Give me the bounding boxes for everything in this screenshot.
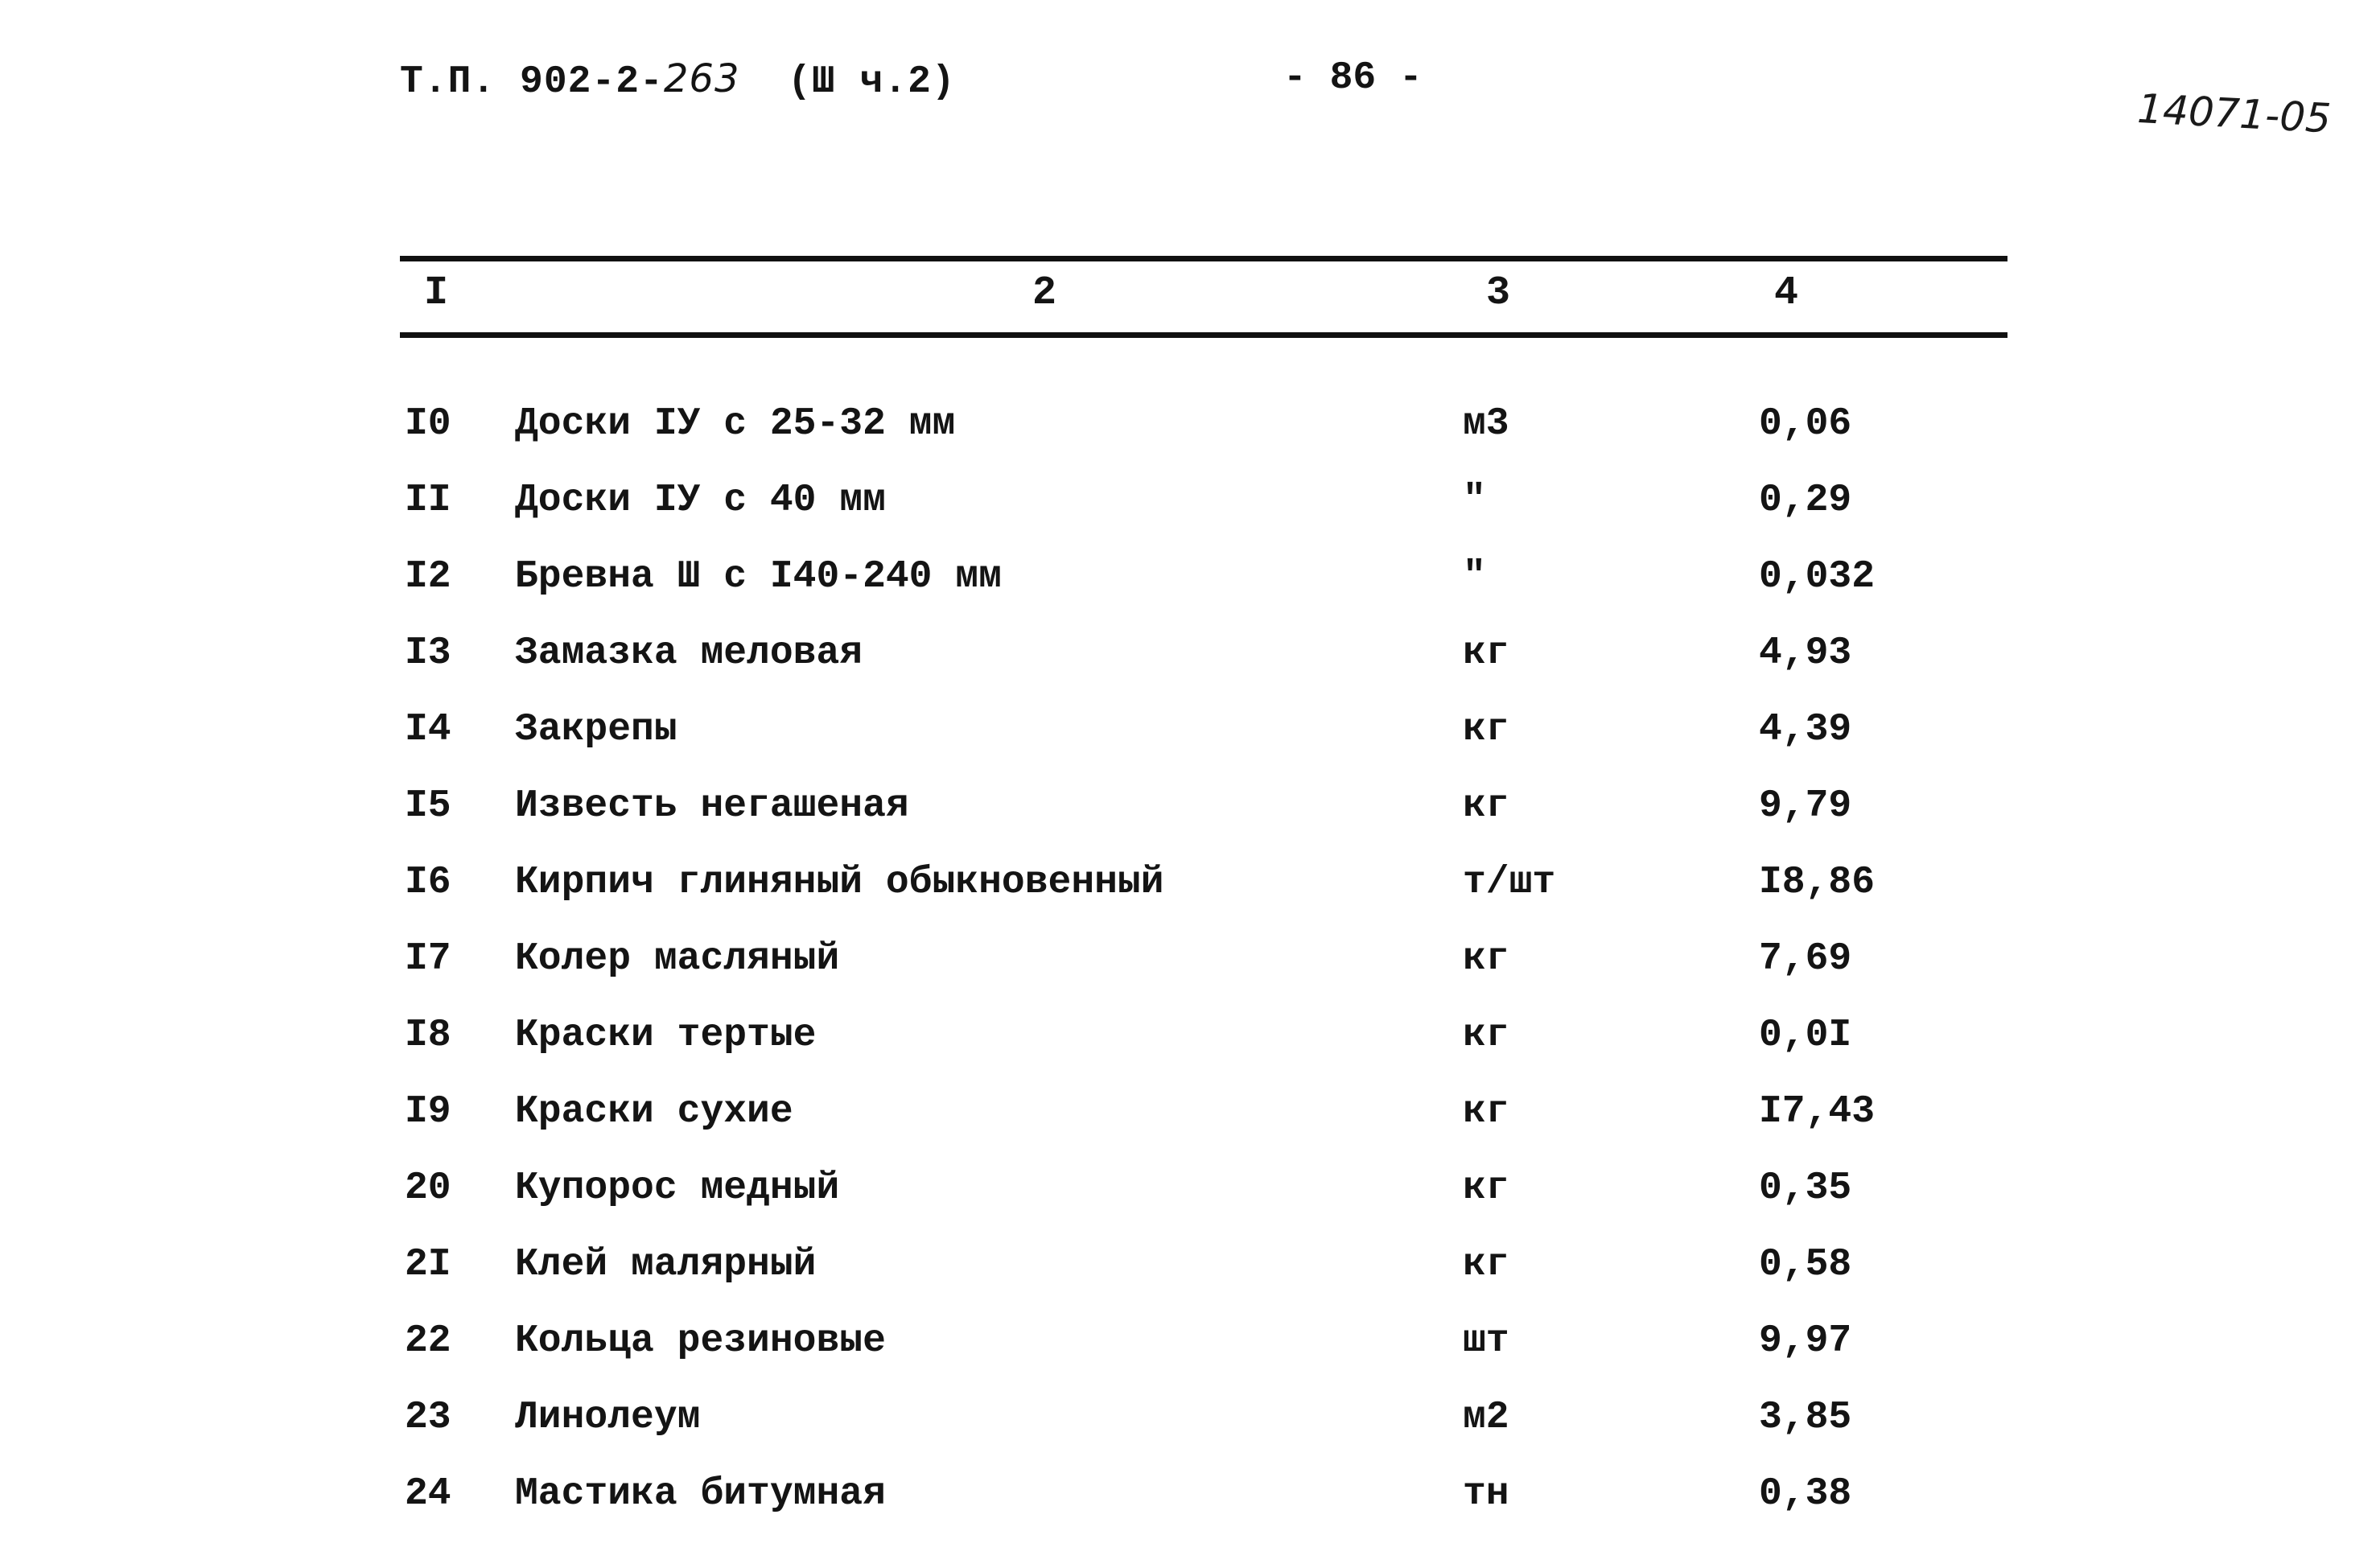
material-name: Известь негашеная: [515, 784, 909, 828]
table-row: [0, 1396, 2376, 1468]
quantity: 0,0I: [1759, 1014, 1852, 1057]
material-name: Замазка меловая: [515, 632, 863, 675]
table-row: [0, 861, 2376, 933]
table-row: [0, 402, 2376, 475]
quantity: 3,85: [1759, 1396, 1852, 1439]
document-code-handwritten: 263: [663, 56, 740, 101]
table-row: [0, 937, 2376, 1010]
unit-of-measure: кг: [1463, 1243, 1509, 1286]
archive-number: 14071-05: [2135, 85, 2333, 142]
quantity: 9,97: [1759, 1319, 1852, 1363]
unit-of-measure: кг: [1463, 937, 1509, 981]
quantity: 4,39: [1759, 708, 1852, 751]
row-number: 20: [405, 1167, 451, 1210]
table-row: [0, 555, 2376, 628]
quantity: 0,29: [1759, 479, 1852, 522]
quantity: 0,58: [1759, 1243, 1852, 1286]
unit-of-measure: ": [1463, 555, 1486, 599]
unit-of-measure: ": [1463, 479, 1486, 522]
material-name: Закрепы: [515, 708, 677, 751]
material-name: Доски IУ с 25-32 мм: [515, 402, 956, 446]
quantity: I8,86: [1759, 861, 1876, 904]
row-number: 22: [405, 1319, 451, 1363]
row-number: 23: [405, 1396, 451, 1439]
material-name: Купорос медный: [515, 1167, 840, 1210]
table-row: [0, 708, 2376, 780]
material-name: Колер масляный: [515, 937, 840, 981]
column-header-2: 2: [1032, 270, 1057, 316]
quantity: 0,35: [1759, 1167, 1852, 1210]
column-header-1: I: [424, 270, 449, 316]
quantity: 4,93: [1759, 632, 1852, 675]
row-number: I3: [405, 632, 451, 675]
table-row: [0, 1014, 2376, 1086]
material-name: Краски тертые: [515, 1014, 817, 1057]
quantity: 0,032: [1759, 555, 1876, 599]
unit-of-measure: кг: [1463, 708, 1509, 751]
document-code-prefix: Т.П. 902-2-: [400, 60, 664, 104]
row-number: I0: [405, 402, 451, 446]
row-number: I7: [405, 937, 451, 981]
unit-of-measure: кг: [1463, 1014, 1509, 1057]
row-number: I4: [405, 708, 451, 751]
unit-of-measure: шт: [1463, 1319, 1509, 1363]
table-row: [0, 1243, 2376, 1315]
quantity: 7,69: [1759, 937, 1852, 981]
quantity: I7,43: [1759, 1090, 1876, 1134]
table-row: [0, 784, 2376, 857]
table-row: [0, 1319, 2376, 1392]
material-name: Мастика битумная: [515, 1472, 886, 1516]
quantity: 0,06: [1759, 402, 1852, 446]
table-row: [0, 1167, 2376, 1239]
unit-of-measure: кг: [1463, 632, 1509, 675]
row-number: I5: [405, 784, 451, 828]
table-row: [0, 632, 2376, 704]
quantity: 9,79: [1759, 784, 1852, 828]
material-name: Кирпич глиняный обыкновенный: [515, 861, 1164, 904]
material-name: Краски сухие: [515, 1090, 793, 1134]
unit-of-measure: т/шт: [1463, 861, 1556, 904]
column-header-3: 3: [1486, 270, 1511, 316]
row-number: I6: [405, 861, 451, 904]
material-name: Линолеум: [515, 1396, 701, 1439]
row-number: II: [405, 479, 451, 522]
unit-of-measure: кг: [1463, 1090, 1509, 1134]
unit-of-measure: кг: [1463, 1167, 1509, 1210]
table-header-rule: [400, 332, 2007, 338]
material-name: Кольца резиновые: [515, 1319, 886, 1363]
table-top-rule: [400, 256, 2007, 261]
document-code-suffix: (Ш ч.2): [788, 60, 956, 104]
row-number: I8: [405, 1014, 451, 1057]
table-row: [0, 479, 2376, 551]
table-row: [0, 1090, 2376, 1163]
row-number: I9: [405, 1090, 451, 1134]
row-number: 2I: [405, 1243, 451, 1286]
unit-of-measure: м3: [1463, 402, 1509, 446]
document-code: [400, 56, 956, 104]
material-name: Бревна Ш с I40-240 мм: [515, 555, 1002, 599]
unit-of-measure: тн: [1463, 1472, 1509, 1516]
page-number: - 86 -: [1283, 56, 1423, 100]
quantity: 0,38: [1759, 1472, 1852, 1516]
unit-of-measure: м2: [1463, 1396, 1509, 1439]
table-row: [0, 1472, 2376, 1545]
material-name: Доски IУ с 40 мм: [515, 479, 886, 522]
row-number: I2: [405, 555, 451, 599]
column-header-4: 4: [1774, 270, 1799, 316]
unit-of-measure: кг: [1463, 784, 1509, 828]
row-number: 24: [405, 1472, 451, 1516]
material-name: Клей малярный: [515, 1243, 817, 1286]
